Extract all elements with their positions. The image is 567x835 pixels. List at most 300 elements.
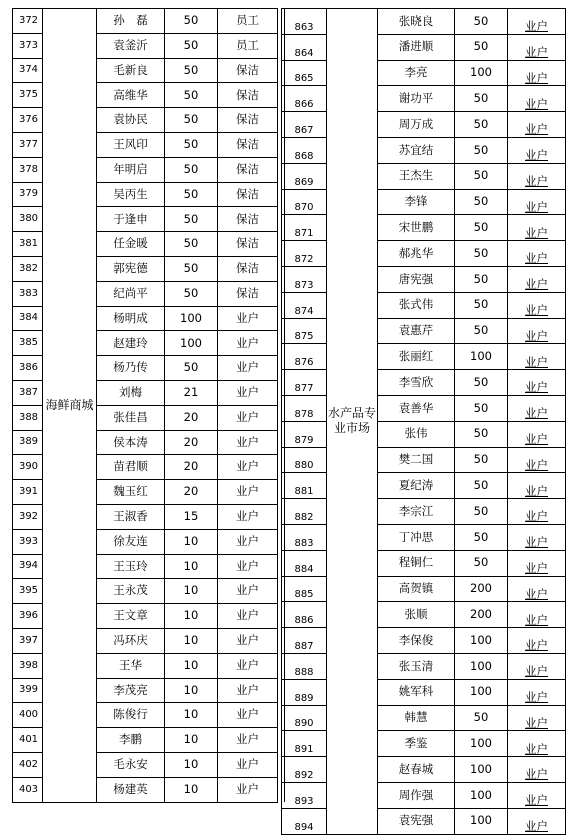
row-number: 400 (13, 703, 43, 728)
donor-role: 业户 (218, 678, 278, 703)
donation-amount: 100 (455, 731, 508, 757)
donor-name: 唐宪强 (378, 266, 455, 292)
row-number: 395 (13, 579, 43, 604)
donation-amount: 50 (165, 232, 218, 257)
right-table-row (282, 137, 566, 163)
row-number: 889 (282, 679, 327, 705)
donor-role: 业户 (218, 579, 278, 604)
donation-amount: 100 (165, 331, 218, 356)
donation-amount: 21 (165, 380, 218, 405)
donor-role-text: 业户 (525, 148, 548, 163)
row-number: 869 (282, 163, 327, 189)
row-number: 866 (282, 86, 327, 112)
market-name-cell: 水产品专业市场 (327, 9, 378, 835)
donation-amount: 50 (455, 241, 508, 267)
right-table-row (282, 266, 566, 292)
row-number: 892 (282, 757, 327, 783)
donor-role-text: 业户 (525, 19, 548, 34)
row-number: 886 (282, 602, 327, 628)
donor-role (508, 137, 566, 163)
donor-name: 徐友连 (97, 529, 165, 554)
donor-role: 保洁 (218, 157, 278, 182)
row-number: 880 (282, 447, 327, 473)
donor-name: 高贺镇 (378, 576, 455, 602)
left-table-body (13, 9, 285, 803)
right-table-row (282, 421, 566, 447)
donation-amount: 10 (165, 653, 218, 678)
donor-role: 保洁 (218, 182, 278, 207)
donor-role: 保洁 (218, 83, 278, 108)
right-table-body (282, 9, 566, 835)
donation-amount: 50 (455, 318, 508, 344)
right-table-row (282, 447, 566, 473)
donation-amount: 50 (455, 370, 508, 396)
donation-amount: 200 (455, 576, 508, 602)
row-number: 872 (282, 241, 327, 267)
row-number: 376 (13, 108, 43, 133)
row-number: 875 (282, 318, 327, 344)
donor-name: 姚军科 (378, 679, 455, 705)
row-number: 865 (282, 60, 327, 86)
donation-amount: 20 (165, 405, 218, 430)
right-table-row (282, 163, 566, 189)
donation-amount: 100 (455, 344, 508, 370)
right-table-row (282, 86, 566, 112)
donor-name: 李雪欣 (378, 370, 455, 396)
donor-role (508, 473, 566, 499)
right-table-row (282, 60, 566, 86)
donor-role (508, 395, 566, 421)
donation-amount: 50 (165, 33, 218, 58)
row-number: 883 (282, 524, 327, 550)
donor-name: 张佳昌 (97, 405, 165, 430)
right-table-row (282, 499, 566, 525)
donation-amount: 50 (455, 421, 508, 447)
right-table-row (282, 808, 566, 834)
donor-role (508, 576, 566, 602)
donor-name: 李锋 (378, 189, 455, 215)
donor-role: 业户 (218, 728, 278, 753)
donor-name: 冯环庆 (97, 628, 165, 653)
donor-role (508, 550, 566, 576)
donor-role-text: 业户 (525, 303, 548, 318)
row-number: 382 (13, 256, 43, 281)
donation-amount: 50 (455, 266, 508, 292)
donation-amount: 50 (455, 163, 508, 189)
donation-amount: 10 (165, 554, 218, 579)
donor-name: 杨乃传 (97, 356, 165, 381)
row-number: 386 (13, 356, 43, 381)
donor-role-text: 业户 (525, 354, 548, 369)
row-number: 378 (13, 157, 43, 182)
donation-amount: 50 (455, 447, 508, 473)
donor-role: 业户 (218, 455, 278, 480)
donor-role: 业户 (218, 504, 278, 529)
donation-amount: 50 (165, 132, 218, 157)
row-number: 374 (13, 58, 43, 83)
donation-amount: 100 (455, 757, 508, 783)
donor-name: 陈俊行 (97, 703, 165, 728)
donor-role (508, 705, 566, 731)
donation-amount: 10 (165, 752, 218, 777)
donor-name: 纪尚平 (97, 281, 165, 306)
row-number: 398 (13, 653, 43, 678)
row-number: 375 (13, 83, 43, 108)
donor-role-text: 业户 (525, 406, 548, 421)
donor-name: 孙 磊 (97, 9, 165, 34)
donor-role (508, 757, 566, 783)
row-number: 389 (13, 430, 43, 455)
row-number: 377 (13, 132, 43, 157)
row-number: 882 (282, 499, 327, 525)
row-number: 379 (13, 182, 43, 207)
donor-role-text: 业户 (525, 277, 548, 292)
donor-role (508, 266, 566, 292)
donor-name: 王杰生 (378, 163, 455, 189)
donor-role-text: 业户 (525, 225, 548, 240)
donation-amount: 20 (165, 480, 218, 505)
donor-name: 于逢申 (97, 207, 165, 232)
row-number: 873 (282, 266, 327, 292)
donation-amount: 10 (165, 529, 218, 554)
donation-amount: 50 (455, 524, 508, 550)
donation-amount: 100 (455, 60, 508, 86)
donor-role (508, 731, 566, 757)
donor-role (508, 782, 566, 808)
right-table-row (282, 679, 566, 705)
donation-amount: 50 (455, 137, 508, 163)
donation-amount: 50 (165, 108, 218, 133)
donor-role (508, 86, 566, 112)
donation-amount: 50 (165, 83, 218, 108)
donor-name: 李保俊 (378, 628, 455, 654)
donor-role (508, 34, 566, 60)
donor-role-text: 业户 (525, 690, 548, 705)
donor-name: 赵建玲 (97, 331, 165, 356)
row-number: 890 (282, 705, 327, 731)
donor-name: 李茂亮 (97, 678, 165, 703)
donor-role (508, 215, 566, 241)
donation-amount: 50 (165, 356, 218, 381)
donor-role: 业户 (218, 405, 278, 430)
donor-name: 郝兆华 (378, 241, 455, 267)
donor-name: 周万成 (378, 112, 455, 138)
right-table-row (282, 112, 566, 138)
donor-name: 袁善华 (378, 395, 455, 421)
row-number: 884 (282, 550, 327, 576)
donor-role-text: 业户 (525, 432, 548, 447)
donor-role: 业户 (218, 380, 278, 405)
donation-amount: 100 (455, 653, 508, 679)
row-number: 893 (282, 782, 327, 808)
donation-amount: 50 (455, 473, 508, 499)
donor-role-text: 业户 (525, 380, 548, 395)
donation-amount: 100 (165, 306, 218, 331)
row-number: 385 (13, 331, 43, 356)
right-table-row (282, 628, 566, 654)
right-table-row (282, 292, 566, 318)
donor-role (508, 653, 566, 679)
donor-name: 季鉴 (378, 731, 455, 757)
donation-amount: 50 (455, 499, 508, 525)
donor-role (508, 524, 566, 550)
donor-role: 保洁 (218, 281, 278, 306)
donor-role (508, 370, 566, 396)
donor-name: 王玉玲 (97, 554, 165, 579)
donor-role (508, 421, 566, 447)
row-number: 879 (282, 421, 327, 447)
right-table-row (282, 757, 566, 783)
donor-role: 保洁 (218, 256, 278, 281)
row-number: 391 (13, 480, 43, 505)
row-number: 380 (13, 207, 43, 232)
donation-amount: 50 (165, 58, 218, 83)
donor-name: 张顺 (378, 602, 455, 628)
donor-role: 业户 (218, 653, 278, 678)
donation-amount: 10 (165, 604, 218, 629)
right-donation-table (281, 8, 566, 835)
donor-name: 高维华 (97, 83, 165, 108)
donor-name: 王风印 (97, 132, 165, 157)
donor-name: 宋世鹏 (378, 215, 455, 241)
donor-role (508, 241, 566, 267)
donation-amount: 100 (455, 782, 508, 808)
left-table-row (13, 9, 285, 34)
row-number: 877 (282, 370, 327, 396)
donation-amount: 50 (165, 182, 218, 207)
donation-amount: 50 (455, 705, 508, 731)
donor-name: 张丽红 (378, 344, 455, 370)
right-table-row (282, 576, 566, 602)
row-number: 402 (13, 752, 43, 777)
donor-name: 袁协民 (97, 108, 165, 133)
right-table-row (282, 731, 566, 757)
row-number: 373 (13, 33, 43, 58)
right-table-row (282, 550, 566, 576)
donor-name: 王淑香 (97, 504, 165, 529)
row-number: 867 (282, 112, 327, 138)
donation-amount: 50 (455, 112, 508, 138)
row-number: 399 (13, 678, 43, 703)
donor-role (508, 602, 566, 628)
row-number: 894 (282, 808, 327, 834)
right-table-row (282, 395, 566, 421)
donor-name: 张晓良 (378, 9, 455, 35)
donor-role: 业户 (218, 529, 278, 554)
donor-role: 业户 (218, 777, 278, 802)
donor-name: 丁冲思 (378, 524, 455, 550)
row-number: 372 (13, 9, 43, 34)
donor-role-text: 业户 (525, 96, 548, 111)
donor-name: 张玉清 (378, 653, 455, 679)
donor-role (508, 679, 566, 705)
donation-amount: 50 (455, 395, 508, 421)
row-number: 397 (13, 628, 43, 653)
donor-role: 保洁 (218, 132, 278, 157)
donation-amount: 200 (455, 602, 508, 628)
donation-amount: 50 (165, 281, 218, 306)
donor-role-text: 业户 (525, 45, 548, 60)
right-table-row (282, 9, 566, 35)
right-table-row (282, 215, 566, 241)
donation-amount: 50 (455, 189, 508, 215)
donor-role (508, 60, 566, 86)
donor-role (508, 628, 566, 654)
donor-role: 业户 (218, 604, 278, 629)
donor-role-text: 业户 (525, 561, 548, 576)
donor-name: 王永茂 (97, 579, 165, 604)
donation-amount: 50 (455, 34, 508, 60)
donor-name: 侯本涛 (97, 430, 165, 455)
donor-role: 业户 (218, 331, 278, 356)
donation-amount: 20 (165, 455, 218, 480)
row-number: 401 (13, 728, 43, 753)
donor-name: 毛永安 (97, 752, 165, 777)
donor-name: 周作强 (378, 782, 455, 808)
donor-name: 李宗江 (378, 499, 455, 525)
right-table-row (282, 653, 566, 679)
row-number: 387 (13, 380, 43, 405)
right-table-row (282, 473, 566, 499)
donation-amount: 50 (455, 9, 508, 35)
row-number: 393 (13, 529, 43, 554)
donor-role (508, 189, 566, 215)
row-number: 871 (282, 215, 327, 241)
donor-name: 吴丙生 (97, 182, 165, 207)
row-number: 864 (282, 34, 327, 60)
donor-role: 保洁 (218, 108, 278, 133)
donor-role-text: 业户 (525, 122, 548, 137)
donation-amount: 10 (165, 678, 218, 703)
donor-role (508, 447, 566, 473)
donor-role-text: 业户 (525, 328, 548, 343)
donation-amount: 10 (165, 628, 218, 653)
donor-name: 谢功平 (378, 86, 455, 112)
right-table-row (282, 318, 566, 344)
row-number: 876 (282, 344, 327, 370)
donation-amount: 100 (455, 808, 508, 834)
donor-role: 业户 (218, 703, 278, 728)
donor-role: 保洁 (218, 232, 278, 257)
row-number: 870 (282, 189, 327, 215)
donor-role-text: 业户 (525, 509, 548, 524)
donor-name: 张式伟 (378, 292, 455, 318)
donor-role (508, 292, 566, 318)
donation-amount: 50 (165, 207, 218, 232)
donation-amount: 50 (455, 215, 508, 241)
donor-name: 年明启 (97, 157, 165, 182)
donor-role: 员工 (218, 9, 278, 34)
donor-name: 李鹏 (97, 728, 165, 753)
donor-role-text: 业户 (525, 199, 548, 214)
donor-role: 业户 (218, 480, 278, 505)
donor-role: 保洁 (218, 207, 278, 232)
donor-role (508, 9, 566, 35)
left-donation-table (12, 8, 285, 803)
row-number: 388 (13, 405, 43, 430)
donation-amount: 50 (455, 86, 508, 112)
donation-amount: 50 (165, 9, 218, 34)
donation-amount: 50 (165, 157, 218, 182)
donor-name: 夏纪涛 (378, 473, 455, 499)
donor-role: 业户 (218, 430, 278, 455)
donor-name: 杨明成 (97, 306, 165, 331)
donor-name: 毛新良 (97, 58, 165, 83)
row-number: 403 (13, 777, 43, 802)
right-table-row (282, 189, 566, 215)
right-table-row (282, 602, 566, 628)
row-number: 887 (282, 628, 327, 654)
right-table-row (282, 705, 566, 731)
right-table-row (282, 34, 566, 60)
donor-name: 袁惠芹 (378, 318, 455, 344)
donor-role-text: 业户 (525, 586, 548, 601)
donation-amount: 100 (455, 628, 508, 654)
donor-role-text: 业户 (525, 793, 548, 808)
donor-role: 业户 (218, 752, 278, 777)
donor-role-text: 业户 (525, 612, 548, 627)
row-number: 891 (282, 731, 327, 757)
donor-role-text: 业户 (525, 819, 548, 833)
donation-amount: 50 (455, 292, 508, 318)
donor-role-text: 业户 (525, 70, 548, 85)
row-number: 384 (13, 306, 43, 331)
row-number: 383 (13, 281, 43, 306)
donor-role-text: 业户 (525, 767, 548, 782)
donor-name: 樊二国 (378, 447, 455, 473)
row-number: 888 (282, 653, 327, 679)
donation-amount: 100 (455, 679, 508, 705)
donor-name: 程铜仁 (378, 550, 455, 576)
donor-name: 韩慧 (378, 705, 455, 731)
donation-amount: 10 (165, 777, 218, 802)
donor-role (508, 163, 566, 189)
donor-name: 张伟 (378, 421, 455, 447)
donor-name: 潘进顺 (378, 34, 455, 60)
donor-name: 李亮 (378, 60, 455, 86)
donor-name: 王文章 (97, 604, 165, 629)
donor-role: 业户 (218, 554, 278, 579)
row-number: 868 (282, 137, 327, 163)
right-table-row (282, 782, 566, 808)
donor-role: 业户 (218, 306, 278, 331)
row-number: 881 (282, 473, 327, 499)
donation-amount: 10 (165, 579, 218, 604)
donor-role: 保洁 (218, 58, 278, 83)
donor-role: 业户 (218, 628, 278, 653)
donor-role-text: 业户 (525, 483, 548, 498)
donor-name: 王华 (97, 653, 165, 678)
row-number: 885 (282, 576, 327, 602)
row-number: 878 (282, 395, 327, 421)
donor-name: 赵春城 (378, 757, 455, 783)
donor-role-text: 业户 (525, 457, 548, 472)
donation-amount: 10 (165, 728, 218, 753)
market-name-cell: 海鲜商城 (43, 9, 97, 803)
right-table-row (282, 524, 566, 550)
right-table-row (282, 370, 566, 396)
donation-amount: 15 (165, 504, 218, 529)
row-number: 396 (13, 604, 43, 629)
donor-role (508, 808, 566, 834)
donor-name: 刘梅 (97, 380, 165, 405)
donor-role (508, 499, 566, 525)
donor-role: 业户 (218, 356, 278, 381)
donor-name: 苏宜结 (378, 137, 455, 163)
right-table-row (282, 241, 566, 267)
donor-name: 袁釜沂 (97, 33, 165, 58)
donor-name: 任金暖 (97, 232, 165, 257)
